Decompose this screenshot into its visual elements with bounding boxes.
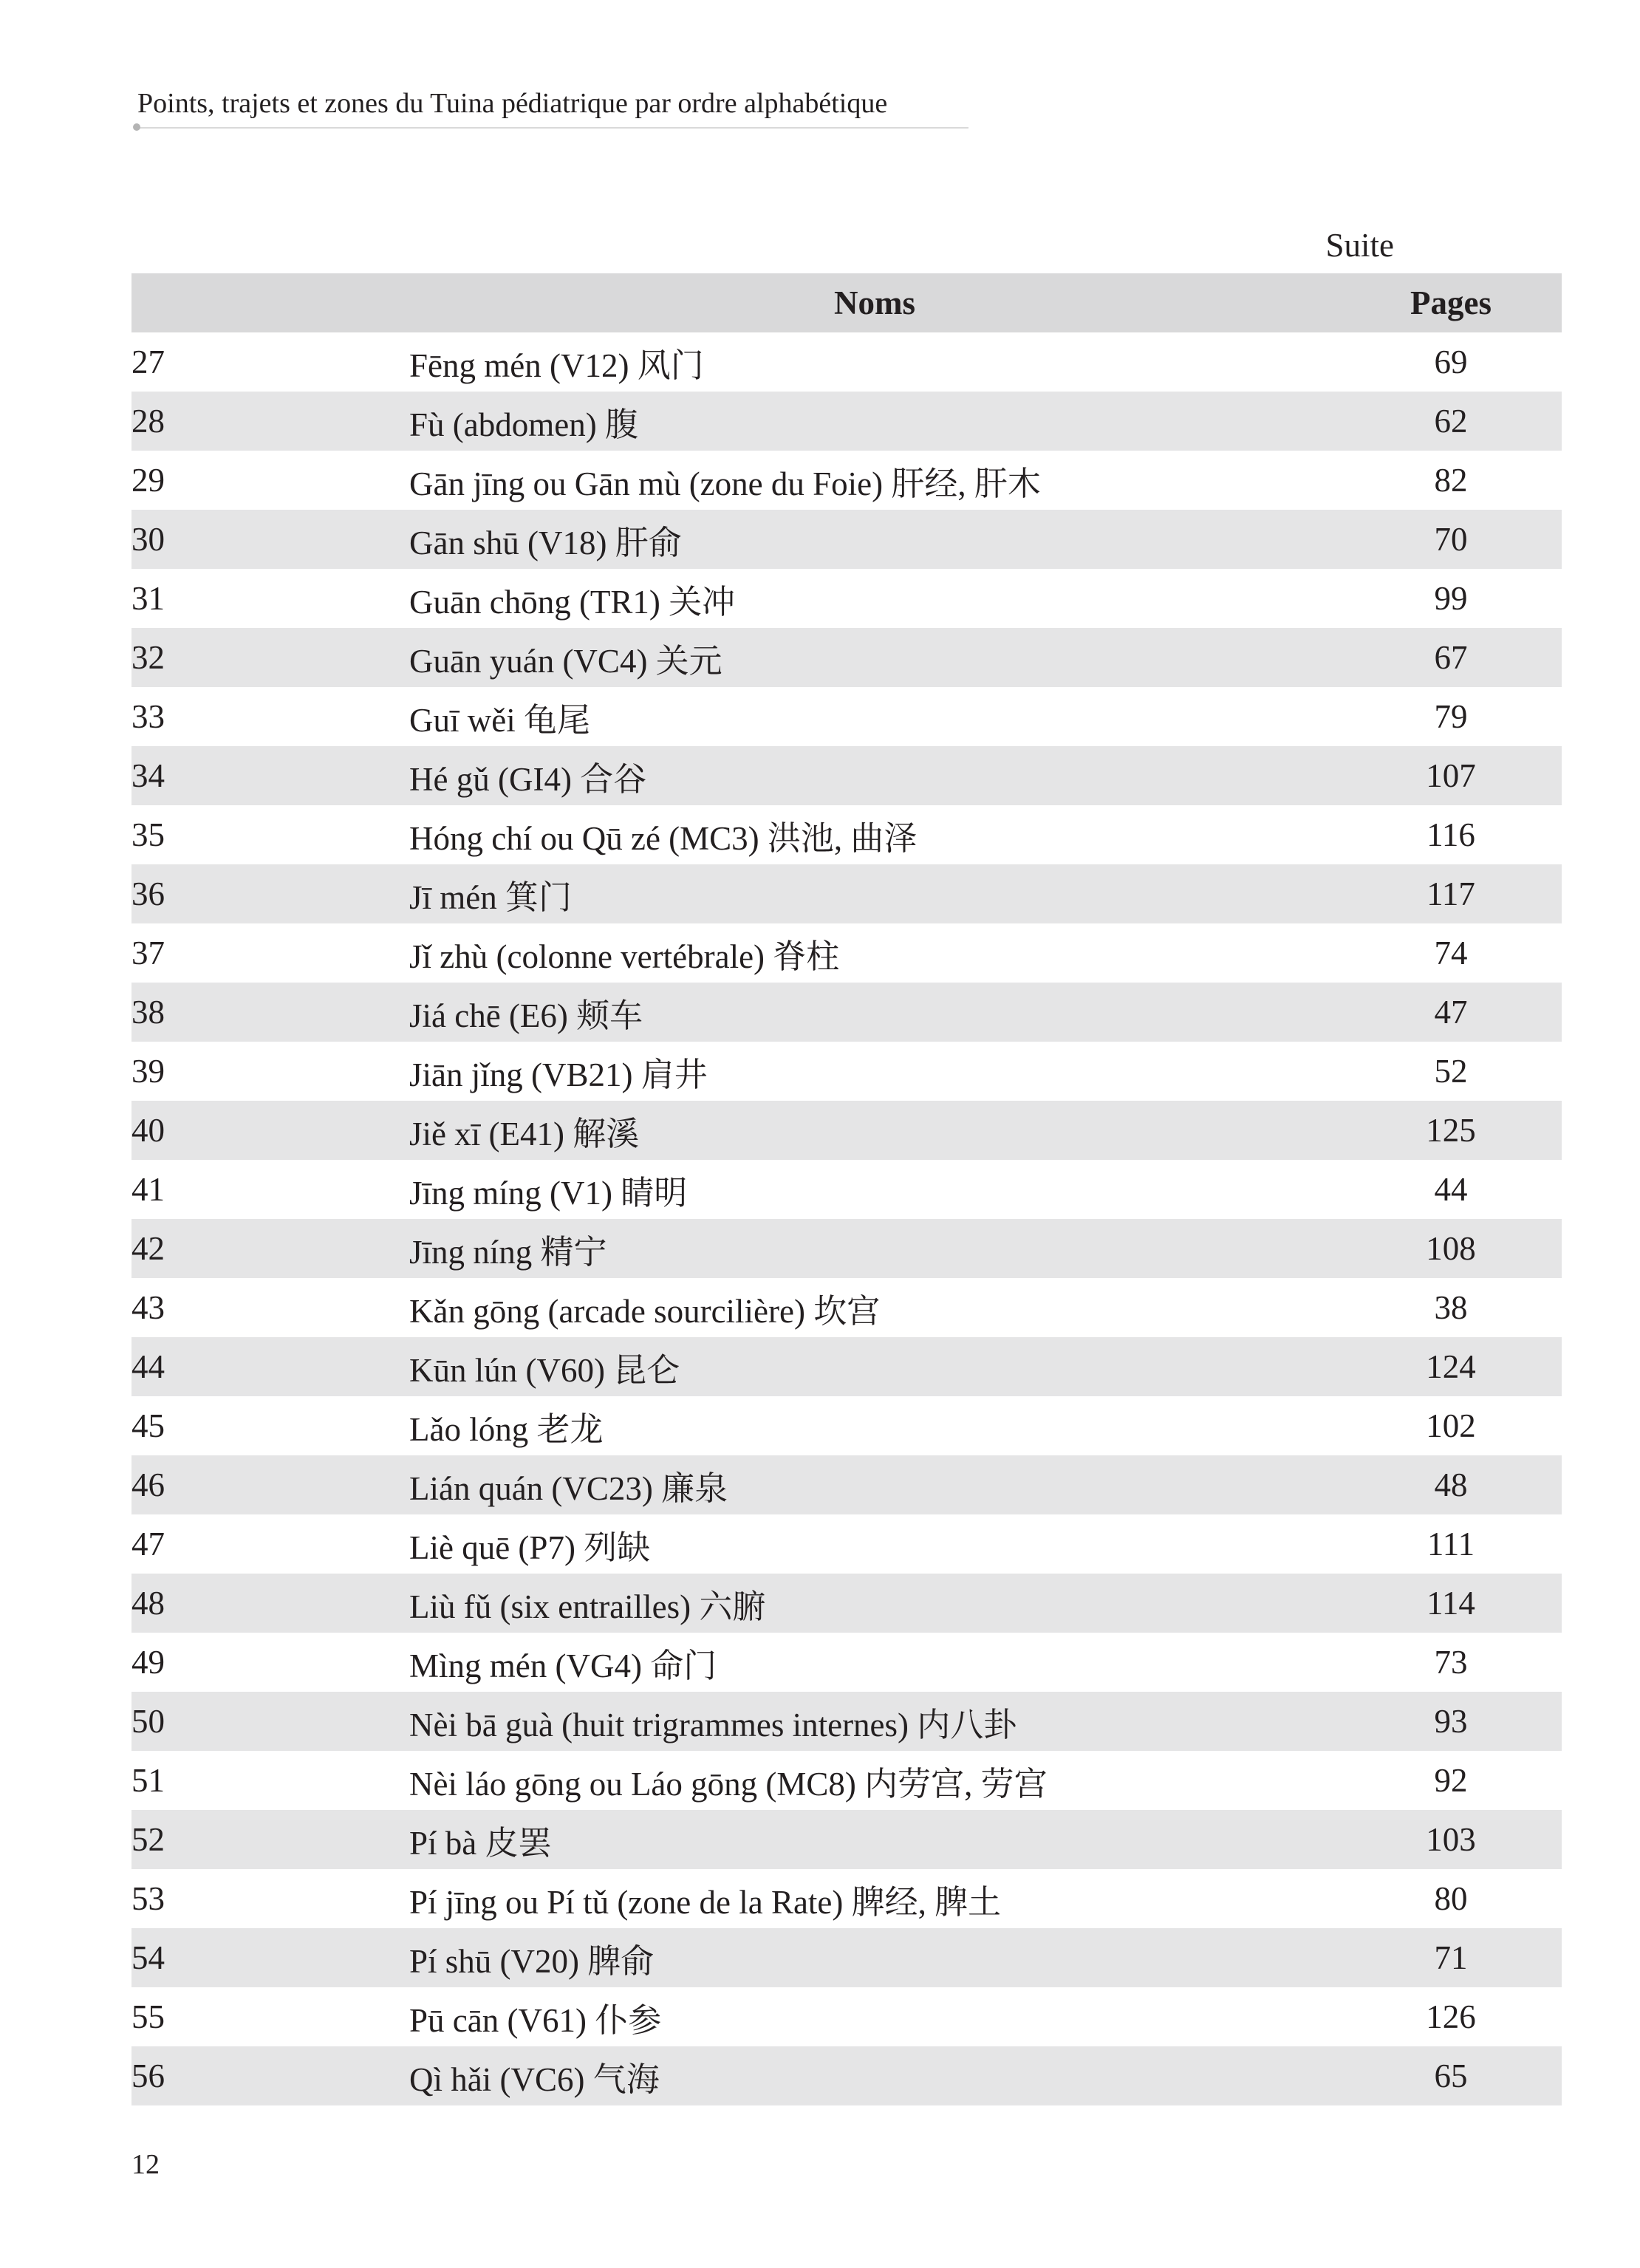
row-page: 108	[1340, 1219, 1562, 1278]
row-number: 30	[131, 510, 409, 569]
row-number: 55	[131, 1998, 165, 2035]
table-header-row	[131, 273, 1562, 332]
row-number: 36	[131, 864, 409, 923]
table-row	[131, 1514, 1562, 1574]
row-name: Liù fǔ (six entrailles) 六腑	[409, 1574, 1340, 1633]
row-number: 32	[131, 628, 409, 687]
table-row	[131, 805, 1562, 864]
row-name: Pū cān (V61) 仆参	[409, 2001, 662, 2039]
row-name: Liè quē (P7) 列缺	[409, 1528, 651, 1566]
table-row	[131, 510, 1562, 569]
row-page: 73	[1434, 1644, 1468, 1681]
row-page: 80	[1434, 1880, 1468, 1917]
row-name: Guān chōng (TR1) 关冲	[409, 583, 736, 621]
table-row	[131, 628, 1562, 687]
continued-label: Suite	[1325, 227, 1394, 264]
table-row	[131, 392, 1562, 451]
row-name: Jīng níng 精宁	[409, 1219, 1340, 1278]
row-number: 27	[131, 344, 165, 380]
table-row	[131, 332, 1562, 392]
row-number: 47	[131, 1526, 165, 1562]
row-name: Jiān jǐng (VB21) 肩井	[409, 1056, 708, 1093]
row-name: Qì hǎi (VC6) 气海	[409, 2046, 1340, 2105]
header-rule	[137, 127, 968, 129]
row-page: 125	[1340, 1101, 1562, 1160]
row-page: 126	[1426, 1998, 1476, 2035]
table-row	[131, 1278, 1562, 1337]
row-number: 44	[131, 1337, 409, 1396]
row-name: Guī wěi 龟尾	[409, 701, 590, 739]
table-row	[131, 1396, 1562, 1455]
row-name: Hóng chí ou Qū zé (MC3) 洪池, 曲泽	[409, 819, 918, 857]
row-number: 56	[131, 2046, 409, 2105]
row-number: 31	[131, 580, 165, 617]
row-number: 37	[131, 935, 165, 971]
row-page: 92	[1434, 1762, 1468, 1799]
table-row	[131, 1042, 1562, 1101]
row-number: 43	[131, 1289, 165, 1326]
row-name: Pí bà 皮罢	[409, 1810, 1340, 1869]
row-page: 116	[1427, 816, 1475, 853]
row-number: 28	[131, 392, 409, 451]
table-row	[131, 864, 1562, 923]
row-number: 48	[131, 1574, 409, 1633]
table-row	[131, 1987, 1562, 2046]
row-page: 124	[1340, 1337, 1562, 1396]
table-row	[131, 1751, 1562, 1810]
table-row	[131, 1574, 1562, 1633]
table-row	[131, 1692, 1562, 1751]
row-name: Gān shū (V18) 肝俞	[409, 510, 1340, 569]
table-row	[131, 1633, 1562, 1692]
row-page: 107	[1340, 746, 1562, 805]
table-row	[131, 983, 1562, 1042]
row-page: 82	[1434, 462, 1468, 499]
row-number: 34	[131, 746, 409, 805]
table-row	[131, 1928, 1562, 1987]
row-number: 51	[131, 1762, 165, 1799]
running-header: Points, trajets et zones du Tuina pédiatrique par ordre alphabétique	[137, 88, 888, 119]
row-number: 52	[131, 1810, 409, 1869]
table-row	[131, 687, 1562, 746]
row-name: Lián quán (VC23) 廉泉	[409, 1455, 1340, 1514]
header-number	[131, 273, 409, 332]
table-body	[131, 332, 1562, 2105]
row-name: Fù (abdomen) 腹	[409, 392, 1340, 451]
row-name: Gān jīng ou Gān mù (zone du Foie) 肝经, 肝木	[409, 465, 1041, 502]
row-page: 47	[1340, 983, 1562, 1042]
row-number: 35	[131, 816, 165, 853]
row-page: 62	[1340, 392, 1562, 451]
row-page: 48	[1340, 1455, 1562, 1514]
row-page: 65	[1340, 2046, 1562, 2105]
table-row	[131, 1219, 1562, 1278]
row-page: 44	[1434, 1171, 1468, 1208]
row-name: Nèi bā guà (huit trigrammes internes) 内八卦	[409, 1692, 1340, 1751]
row-page: 111	[1427, 1526, 1475, 1562]
row-number: 41	[131, 1171, 165, 1208]
table-row	[131, 2046, 1562, 2105]
header-pages: Pages	[1340, 273, 1562, 332]
row-name: Mìng mén (VG4) 命门	[409, 1647, 717, 1684]
row-number: 45	[131, 1407, 165, 1444]
row-number: 33	[131, 698, 165, 735]
table-row	[131, 1160, 1562, 1219]
table-row	[131, 746, 1562, 805]
row-name: Kǎn gōng (arcade sourcilière) 坎宫	[409, 1292, 881, 1330]
row-number: 39	[131, 1053, 165, 1090]
row-name: Fēng mén (V12) 风门	[409, 346, 704, 384]
row-page: 103	[1340, 1810, 1562, 1869]
row-name: Jiě xī (E41) 解溪	[409, 1101, 1340, 1160]
table-row	[131, 569, 1562, 628]
row-page: 102	[1426, 1407, 1476, 1444]
row-page: 52	[1434, 1053, 1468, 1090]
row-name: Kūn lún (V60) 昆仑	[409, 1337, 1340, 1396]
row-name: Pí jīng ou Pí tǔ (zone de la Rate) 脾经, 脾土	[409, 1883, 1002, 1921]
row-number: 46	[131, 1455, 409, 1514]
table-row	[131, 1101, 1562, 1160]
row-name: Jiá chē (E6) 颊车	[409, 983, 1340, 1042]
row-name: Jī mén 箕门	[409, 864, 1340, 923]
table-row	[131, 1869, 1562, 1928]
row-number: 38	[131, 983, 409, 1042]
row-page: 67	[1340, 628, 1562, 687]
row-number: 42	[131, 1219, 409, 1278]
row-name: Hé gǔ (GI4) 合谷	[409, 746, 1340, 805]
row-page: 93	[1340, 1692, 1562, 1751]
row-page: 71	[1340, 1928, 1562, 1987]
row-page: 99	[1434, 580, 1468, 617]
header-names: Noms	[409, 273, 1340, 332]
row-name: Pí shū (V20) 脾俞	[409, 1928, 1340, 1987]
row-number: 49	[131, 1644, 165, 1681]
row-page: 74	[1434, 935, 1468, 971]
row-name: Jǐ zhù (colonne vertébrale) 脊柱	[409, 937, 840, 975]
row-name: Jīng míng (V1) 睛明	[409, 1174, 688, 1212]
row-number: 54	[131, 1928, 409, 1987]
row-name: Guān yuán (VC4) 关元	[409, 628, 1340, 687]
table-row	[131, 1455, 1562, 1514]
row-page: 69	[1434, 344, 1468, 380]
row-number: 50	[131, 1692, 409, 1751]
row-number: 53	[131, 1880, 165, 1917]
row-name: Nèi láo gōng ou Láo gōng (MC8) 内劳宫, 劳宫	[409, 1765, 1048, 1803]
row-page: 38	[1434, 1289, 1468, 1326]
row-page: 79	[1434, 698, 1468, 735]
table-row	[131, 923, 1562, 983]
row-page: 117	[1340, 864, 1562, 923]
row-number: 40	[131, 1101, 409, 1160]
header-rule-dot	[133, 123, 140, 131]
row-page: 114	[1340, 1574, 1562, 1633]
table-row	[131, 451, 1562, 510]
page-number: 12	[131, 2149, 160, 2180]
index-table	[131, 273, 1562, 2105]
table-row	[131, 1337, 1562, 1396]
row-page: 70	[1340, 510, 1562, 569]
row-number: 29	[131, 462, 165, 499]
row-name: Lǎo lóng 老龙	[409, 1410, 604, 1448]
table-row	[131, 1810, 1562, 1869]
